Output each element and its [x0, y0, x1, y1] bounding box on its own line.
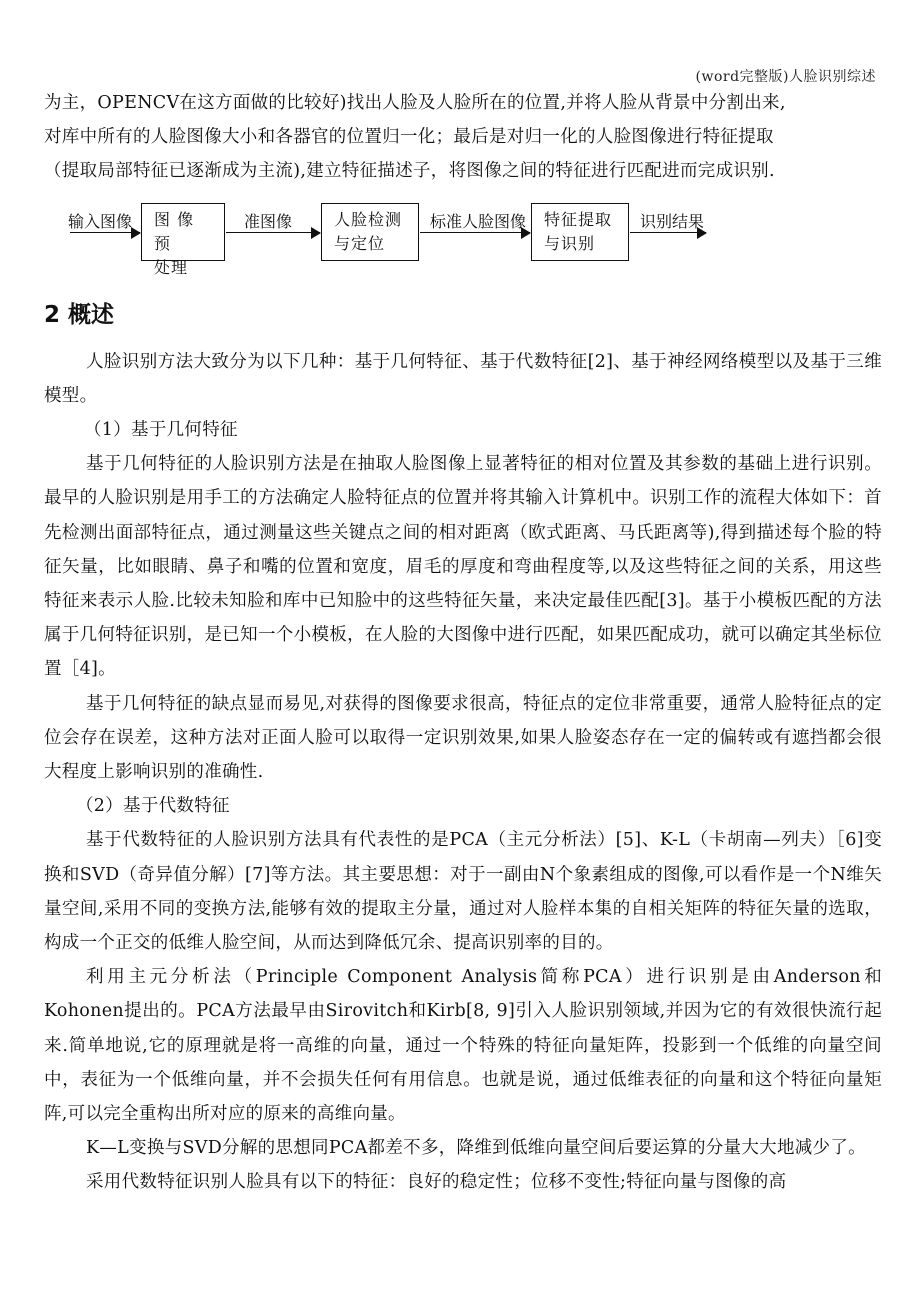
- flow-box-detection: [321, 203, 419, 261]
- process-flowchart: [44, 203, 882, 275]
- intro-line-2: 对库中所有的人脸图像大小和各器官的位置归一化；最后是对归一化的人脸图像进行特征提取: [44, 127, 774, 148]
- flow-mid2-label: 标准人脸图像: [430, 211, 527, 231]
- flow-box-recognition-line1: 特征提取: [544, 209, 613, 229]
- document-body: [44, 86, 882, 1200]
- flow-arrow-4: [630, 232, 706, 234]
- flow-box-recognition: [531, 203, 629, 261]
- flow-box-preprocess-line2: 处理: [154, 257, 189, 277]
- paragraph-geometric: 基于几何特征的人脸识别方法是在抽取人脸图像上显著特征的相对位置及其参数的基础上进行识别。最早的人脸识别是用手工的方法确定人脸特征点的位置并将其输入计算机中。识别工作的流程大体如下：首先检测出面部特征点，通过测量这些关键点之间的相对距离（欧式距离、马氏距离等),得到描述每个脸的特征矢量，比如眼睛、鼻子和嘴的位置和宽度，眉毛的厚度和弯曲程度等,以及这些特征之间的关系，用这些特征来表示人脸.比较未知脸和库中已知脸中的这些特征矢量，来决定最佳匹配[3]。基于小模板匹配的方法属于几何特征识别，是已知一个小模板，在人脸的大图像中进行匹配，如果匹配成功，就可以确定其坐标位置［4]。: [44, 454, 882, 680]
- section-title: 2 概述: [44, 301, 115, 328]
- paragraph-overview: 人脸识别方法大致分为以下几种：基于几何特征、基于代数特征[2]、基于神经网络模型以及基于三维模型。: [44, 351, 882, 406]
- subheading-algebraic: （2）基于代数特征: [76, 796, 230, 817]
- paragraph-pca: 利用主元分析法（Principle Component Analysis简称PCA）进行识别是由Anderson和Kohonen提出的。PCA方法最早由Sirovitch和Kirb[8, 9]引入人脸识别领域,并因为它的有效很快流行起来.简单地说,它的原理就是将一高维的向量，通过一个特殊的特征向量矩阵，投影到一个低维的向量空间中，表征为一个低维向量，并不会损失任何有用信息。也就是说，通过低维表征的向量和这个特征向量矩阵,可以完全重构出所对应的原来的高维向量。: [44, 967, 882, 1125]
- subheading-geometric: （1）基于几何特征: [84, 420, 238, 441]
- flow-input-label: 输入图像: [68, 211, 133, 231]
- flow-arrow-1: [70, 232, 140, 234]
- paragraph-kl-svd: K—L变换与SVD分解的思想同PCA都差不多，降维到低维向量空间后要运算的分量大大地减少了。: [86, 1138, 866, 1159]
- flow-box-preprocess-line1: 图 像 预: [154, 209, 195, 253]
- paragraph-algebraic: 基于代数特征的人脸识别方法具有代表性的是PCA（主元分析法）[5]、K-L（卡胡南—列夫）［6]变换和SVD（奇异值分解）[7]等方法。其主要思想：对于一副由N个象素组成的图像,可以看作是一个N维矢量空间,采用不同的变换方法,能够有效的提取主分量，通过对人脸样本集的自相关矩阵的特征矢量的选取，构成一个正交的低维人脸空间，从而达到降低冗余、提高识别率的目的。: [44, 830, 882, 954]
- flow-box-detection-line1: 人脸检测: [334, 209, 403, 229]
- flow-box-recognition-line2: 与识别: [544, 233, 596, 253]
- flow-mid1-label: 准图像: [244, 211, 293, 231]
- intro-line-3: （提取局部特征已逐渐成为主流),建立特征描述子，将图像之间的特征进行匹配进而完成识别.: [44, 161, 775, 182]
- paragraph-geometric-drawbacks: 基于几何特征的缺点显而易见,对获得的图像要求很高，特征点的定位非常重要，通常人脸特征点的定位会存在误差，这种方法对正面人脸可以取得一定识别效果,如果人脸姿态存在一定的偏转或有遮挡都会很大程度上影响识别的准确性.: [44, 693, 882, 783]
- flow-box-preprocess: [141, 203, 225, 277]
- paragraph-algebraic-features: 采用代数特征识别人脸具有以下的特征：良好的稳定性；位移不变性;特征向量与图像的高: [86, 1172, 787, 1193]
- flow-arrow-2: [226, 232, 320, 234]
- page-header: (word完整版)人脸识别综述: [695, 69, 876, 85]
- flow-box-detection-line2: 与定位: [334, 233, 386, 253]
- flow-arrow-3: [420, 232, 530, 234]
- intro-line-1: 为主，OPENCV在这方面做的比较好)找出人脸及人脸所在的位置,并将人脸从背景中分割出来,: [44, 93, 786, 113]
- flow-output-label: 识别结果: [640, 211, 705, 231]
